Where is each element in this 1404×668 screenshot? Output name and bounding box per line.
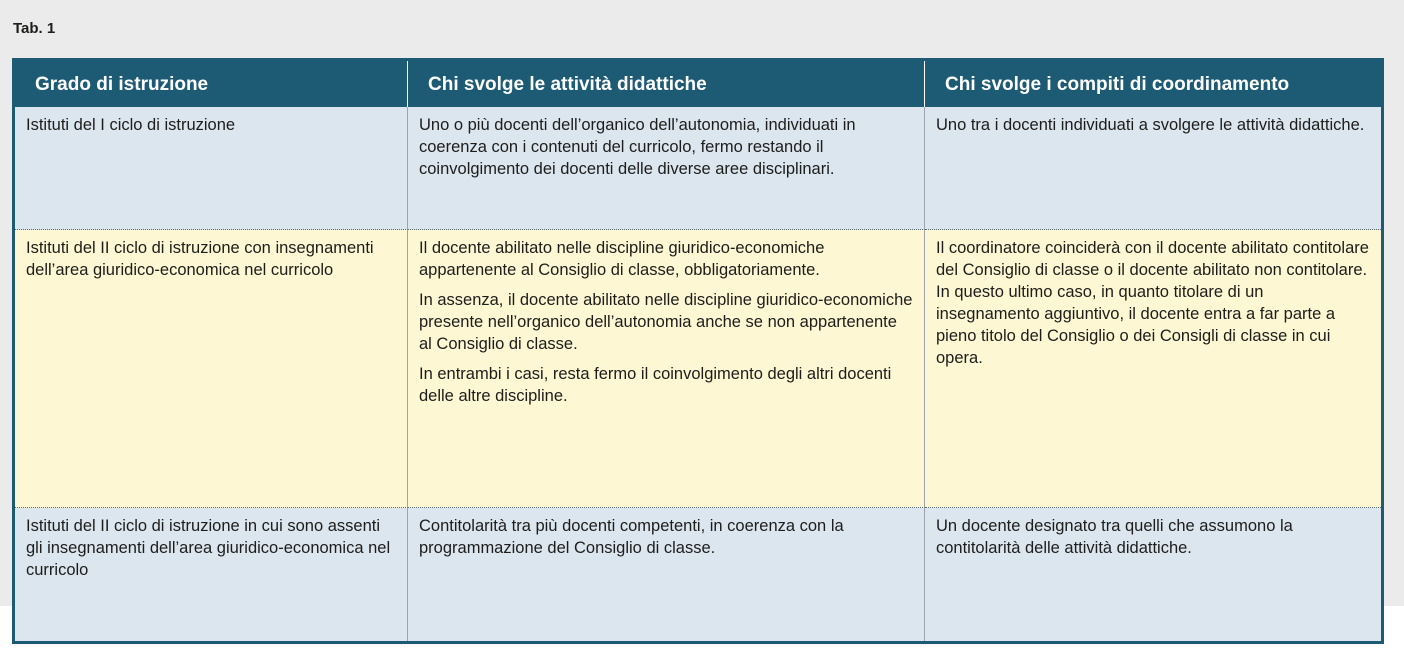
responsibility-table [12, 58, 1384, 644]
header-grado: Grado di istruzione [15, 61, 408, 107]
row3-attivita-para: Contitolarità tra più docenti competenti, in coerenza con la programmazione del Consiglio di classe. [419, 517, 844, 557]
row1-attivita [408, 107, 925, 230]
row2-attivita-para-2: In assenza, il docente abilitato nelle discipline giuridico-economiche presente nell’organico dell’autonomia anche se non appartenente al Consiglio di classe. [419, 291, 913, 353]
row1-attivita-para: Uno o più docenti dell’organico dell’autonomia, individuati in coerenza con i contenuti del curricolo, fermo restando il coinvolgimento dei docenti delle diverse aree disciplinari. [419, 116, 856, 178]
header-attivita: Chi svolge le attività didattiche [408, 61, 925, 107]
row2-grado: Istituti del II ciclo di istruzione con insegnamenti dell’area giuridico-economica nel curricolo [15, 230, 408, 508]
row3-attivita [408, 508, 925, 641]
header-coordinamento: Chi svolge i compiti di coordinamento [925, 61, 1381, 107]
row3-grado: Istituti del II ciclo di istruzione in cui sono assenti gli insegnamenti dell’area giuridico-economica nel curricolo [15, 508, 408, 641]
row2-coordinamento: Il coordinatore coinciderà con il docente abilitato contitolare del Consiglio di classe o il docente abilitato non contitolare. In questo ultimo caso, in quanto titolare di un insegnamento aggiuntivo, il docente entra a far parte a pieno titolo del Consiglio o dei Consigli di classe in cui opera. [925, 230, 1381, 508]
row1-coordinamento: Uno tra i docenti individuati a svolgere le attività didattiche. [925, 107, 1381, 230]
row1-grado: Istituti del I ciclo di istruzione [15, 107, 408, 230]
row2-attivita-para-3: In entrambi i casi, resta fermo il coinvolgimento degli altri docenti delle altre discipline. [419, 365, 892, 405]
row2-attivita [408, 230, 925, 508]
row2-attivita-para-1: Il docente abilitato nelle discipline giuridico-economiche appartenente al Consiglio di classe, obbligatoriamente. [419, 239, 825, 279]
table-caption: Tab. 1 [13, 20, 56, 37]
row3-coordinamento: Un docente designato tra quelli che assumono la contitolarità delle attività didattiche. [925, 508, 1381, 641]
